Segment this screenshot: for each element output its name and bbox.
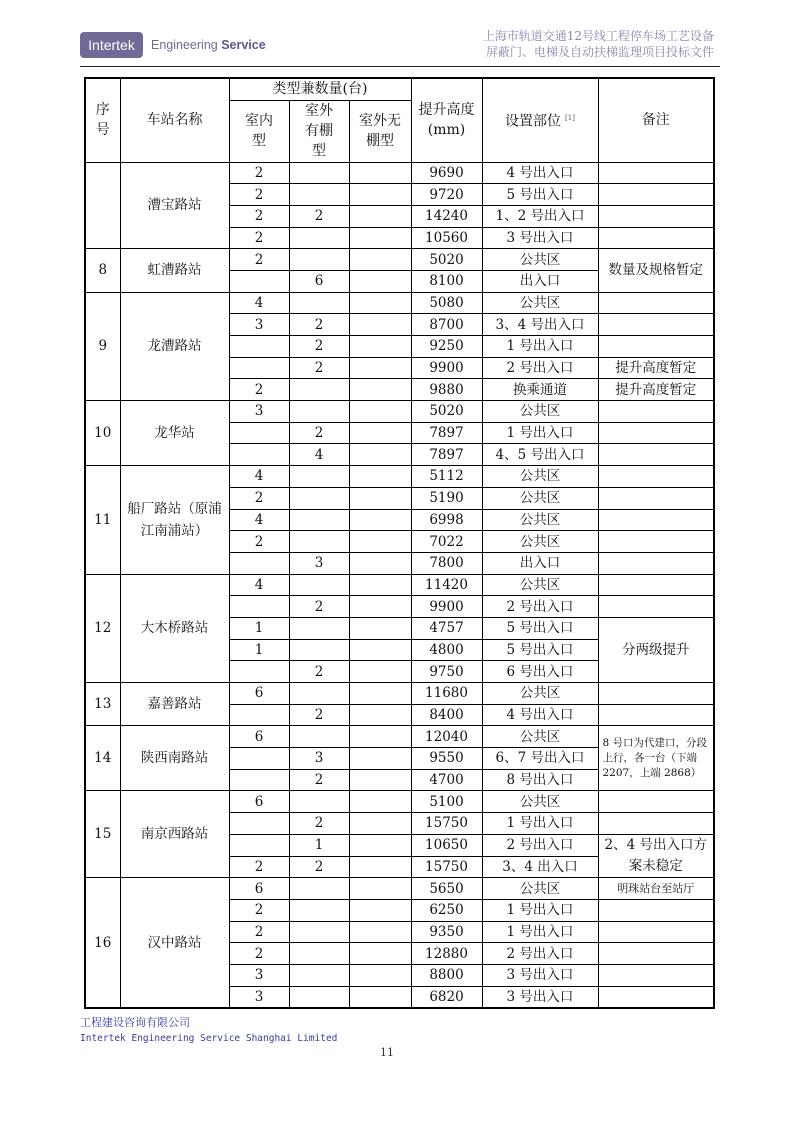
cell-location: 公共区 <box>482 878 598 900</box>
cell-remark: 2、4 号出入口方案未稳定 <box>598 834 714 877</box>
cell-outdoor-shed: 1 <box>289 834 349 856</box>
cell-indoor: 1 <box>229 639 289 661</box>
cell-location: 公共区 <box>482 726 598 748</box>
page-number: 11 <box>380 1046 394 1059</box>
cell-outdoor-shed <box>289 162 349 184</box>
cell-indoor: 2 <box>229 921 289 943</box>
cell-indoor: 3 <box>229 401 289 423</box>
header-divider <box>80 66 720 67</box>
cell-outdoor-shed <box>289 466 349 488</box>
table-row <box>85 249 714 271</box>
cell-remark <box>598 921 714 943</box>
cell-location: 6、7 号出入口 <box>482 748 598 770</box>
cell-lift-height: 9900 <box>411 596 482 618</box>
cell-lift-height: 9900 <box>411 357 482 379</box>
cell-outdoor-noshed <box>349 379 411 401</box>
cell-outdoor-shed <box>289 487 349 509</box>
cell-outdoor-shed <box>289 227 349 249</box>
cell-location: 出入口 <box>482 270 598 292</box>
cell-seq: 16 <box>85 878 120 1009</box>
cell-indoor <box>229 552 289 574</box>
cell-outdoor-noshed <box>349 921 411 943</box>
cell-outdoor-shed <box>289 943 349 965</box>
cell-lift-height: 7022 <box>411 531 482 553</box>
cell-outdoor-noshed <box>349 856 411 878</box>
cell-outdoor-shed: 2 <box>289 357 349 379</box>
cell-seq <box>85 162 120 249</box>
cell-outdoor-noshed <box>349 205 411 227</box>
cell-outdoor-noshed <box>349 336 411 358</box>
cell-location: 2 号出入口 <box>482 596 598 618</box>
table-row <box>85 162 714 184</box>
cell-location: 8 号出入口 <box>482 769 598 791</box>
table-row <box>85 683 714 705</box>
cell-outdoor-noshed <box>349 964 411 986</box>
cell-location: 5 号出入口 <box>482 184 598 206</box>
cell-station: 漕宝路站 <box>120 162 229 249</box>
header-outdoor-noshed: 室外无棚型 <box>349 100 411 162</box>
cell-lift-height: 4700 <box>411 769 482 791</box>
cell-outdoor-shed <box>289 986 349 1008</box>
cell-outdoor-shed <box>289 964 349 986</box>
cell-remark <box>598 596 714 618</box>
cell-outdoor-noshed <box>349 726 411 748</box>
cell-outdoor-shed <box>289 921 349 943</box>
cell-outdoor-shed <box>289 401 349 423</box>
cell-remark: 明珠站台至站厅 <box>598 878 714 900</box>
cell-lift-height: 5080 <box>411 292 482 314</box>
cell-lift-height: 12040 <box>411 726 482 748</box>
cell-location: 3 号出入口 <box>482 964 598 986</box>
cell-outdoor-shed: 2 <box>289 704 349 726</box>
cell-outdoor-noshed <box>349 834 411 856</box>
cell-remark <box>598 314 714 336</box>
cell-location: 5 号出入口 <box>482 617 598 639</box>
cell-location: 2 号出入口 <box>482 834 598 856</box>
cell-outdoor-shed: 2 <box>289 422 349 444</box>
cell-outdoor-shed <box>289 726 349 748</box>
footer-company-cn: 工程建设咨询有限公司 <box>80 1016 190 1029</box>
cell-indoor: 2 <box>229 379 289 401</box>
cell-lift-height: 5190 <box>411 487 482 509</box>
cell-outdoor-shed <box>289 379 349 401</box>
cell-remark <box>598 704 714 726</box>
cell-indoor: 3 <box>229 964 289 986</box>
cell-lift-height: 9750 <box>411 661 482 683</box>
page-header <box>80 30 720 64</box>
cell-location: 4、5 号出入口 <box>482 444 598 466</box>
cell-location: 1 号出入口 <box>482 813 598 835</box>
cell-indoor <box>229 661 289 683</box>
cell-indoor: 6 <box>229 791 289 813</box>
cell-remark <box>598 422 714 444</box>
cell-outdoor-shed: 2 <box>289 596 349 618</box>
cell-seq: 10 <box>85 401 120 466</box>
cell-indoor: 4 <box>229 574 289 596</box>
cell-lift-height: 7800 <box>411 552 482 574</box>
cell-outdoor-noshed <box>349 162 411 184</box>
cell-lift-height: 11680 <box>411 683 482 705</box>
cell-indoor: 4 <box>229 292 289 314</box>
cell-lift-height: 9690 <box>411 162 482 184</box>
cell-lift-height: 8100 <box>411 270 482 292</box>
cell-location: 公共区 <box>482 791 598 813</box>
escalator-table <box>84 77 715 1009</box>
cell-seq: 11 <box>85 466 120 574</box>
cell-indoor <box>229 336 289 358</box>
cell-lift-height: 8700 <box>411 314 482 336</box>
cell-outdoor-noshed <box>349 986 411 1008</box>
cell-outdoor-shed: 4 <box>289 444 349 466</box>
cell-indoor: 2 <box>229 899 289 921</box>
cell-station: 大木桥路站 <box>120 574 229 682</box>
cell-location: 公共区 <box>482 574 598 596</box>
cell-remark: 提升高度暂定 <box>598 357 714 379</box>
cell-indoor: 4 <box>229 466 289 488</box>
cell-indoor <box>229 813 289 835</box>
cell-location: 公共区 <box>482 487 598 509</box>
cell-indoor: 3 <box>229 314 289 336</box>
cell-location: 3 号出入口 <box>482 986 598 1008</box>
cell-outdoor-shed: 2 <box>289 856 349 878</box>
cell-lift-height: 8800 <box>411 964 482 986</box>
cell-outdoor-noshed <box>349 813 411 835</box>
cell-indoor <box>229 596 289 618</box>
cell-outdoor-shed <box>289 899 349 921</box>
cell-outdoor-noshed <box>349 704 411 726</box>
cell-indoor: 2 <box>229 162 289 184</box>
cell-lift-height: 5020 <box>411 249 482 271</box>
cell-lift-height: 4800 <box>411 639 482 661</box>
cell-remark <box>598 227 714 249</box>
cell-location: 公共区 <box>482 509 598 531</box>
table-body <box>85 162 714 1008</box>
cell-outdoor-shed: 2 <box>289 314 349 336</box>
cell-lift-height: 10560 <box>411 227 482 249</box>
cell-station: 船厂路站（原浦江南浦站） <box>120 466 229 574</box>
cell-location: 1 号出入口 <box>482 336 598 358</box>
cell-location: 出入口 <box>482 552 598 574</box>
cell-outdoor-noshed <box>349 943 411 965</box>
cell-remark <box>598 487 714 509</box>
cell-station: 南京西路站 <box>120 791 229 878</box>
cell-outdoor-noshed <box>349 487 411 509</box>
cell-lift-height: 9720 <box>411 184 482 206</box>
cell-location: 6 号出入口 <box>482 661 598 683</box>
cell-outdoor-noshed <box>349 552 411 574</box>
cell-seq: 15 <box>85 791 120 878</box>
logo-tagline-engineering: Engineering <box>151 38 218 52</box>
cell-lift-height: 5112 <box>411 466 482 488</box>
cell-outdoor-noshed <box>349 596 411 618</box>
cell-remark <box>598 813 714 835</box>
cell-indoor <box>229 704 289 726</box>
cell-remark: 分两级提升 <box>598 617 714 682</box>
cell-location: 公共区 <box>482 401 598 423</box>
cell-remark: 数量及规格暂定 <box>598 249 714 292</box>
cell-outdoor-noshed <box>349 270 411 292</box>
cell-outdoor-noshed <box>349 683 411 705</box>
cell-indoor: 1 <box>229 617 289 639</box>
cell-outdoor-noshed <box>349 509 411 531</box>
cell-lift-height: 9550 <box>411 748 482 770</box>
cell-seq: 12 <box>85 574 120 682</box>
document-title-line-2: 屏蔽门、电梯及自动扶梯监理项目投标文件 <box>485 45 714 59</box>
cell-location: 1 号出入口 <box>482 921 598 943</box>
cell-lift-height: 15750 <box>411 856 482 878</box>
cell-indoor: 2 <box>229 184 289 206</box>
cell-outdoor-shed <box>289 249 349 271</box>
cell-outdoor-shed <box>289 878 349 900</box>
cell-lift-height: 12880 <box>411 943 482 965</box>
cell-station: 虹漕路站 <box>120 249 229 292</box>
cell-indoor: 2 <box>229 487 289 509</box>
header-location: 设置部位 [1] <box>482 78 598 162</box>
cell-location: 5 号出入口 <box>482 639 598 661</box>
cell-outdoor-noshed <box>349 617 411 639</box>
cell-outdoor-shed: 2 <box>289 661 349 683</box>
cell-indoor <box>229 834 289 856</box>
cell-lift-height: 6998 <box>411 509 482 531</box>
header-station: 车站名称 <box>120 78 229 162</box>
cell-location: 公共区 <box>482 249 598 271</box>
cell-outdoor-shed <box>289 531 349 553</box>
cell-outdoor-shed: 2 <box>289 205 349 227</box>
cell-remark <box>598 791 714 813</box>
cell-location: 2 号出入口 <box>482 357 598 379</box>
cell-outdoor-noshed <box>349 639 411 661</box>
logo-tagline <box>151 38 266 52</box>
cell-indoor <box>229 769 289 791</box>
table-row <box>85 292 714 314</box>
cell-location: 4 号出入口 <box>482 162 598 184</box>
table-row <box>85 466 714 488</box>
table-row <box>85 574 714 596</box>
header-type-quantity: 类型兼数量(台) <box>229 78 411 100</box>
cell-outdoor-noshed <box>349 292 411 314</box>
cell-lift-height: 7897 <box>411 422 482 444</box>
cell-remark <box>598 292 714 314</box>
cell-remark <box>598 444 714 466</box>
cell-outdoor-noshed <box>349 878 411 900</box>
cell-station: 陕西南路站 <box>120 726 229 791</box>
cell-indoor <box>229 444 289 466</box>
header-lift-height: 提升高度(mm) <box>411 78 482 162</box>
cell-station: 龙华站 <box>120 401 229 466</box>
table-row <box>85 791 714 813</box>
cell-outdoor-noshed <box>349 748 411 770</box>
table-header <box>85 78 714 162</box>
cell-lift-height: 9250 <box>411 336 482 358</box>
cell-outdoor-noshed <box>349 661 411 683</box>
intertek-logo: Intertek <box>80 32 143 58</box>
cell-location: 公共区 <box>482 683 598 705</box>
cell-outdoor-shed: 2 <box>289 813 349 835</box>
cell-outdoor-shed: 6 <box>289 270 349 292</box>
cell-location: 2 号出入口 <box>482 943 598 965</box>
page-footer <box>80 1015 337 1047</box>
cell-outdoor-noshed <box>349 531 411 553</box>
table-row <box>85 726 714 748</box>
cell-outdoor-noshed <box>349 227 411 249</box>
cell-station: 龙漕路站 <box>120 292 229 400</box>
cell-indoor <box>229 357 289 379</box>
cell-location: 公共区 <box>482 292 598 314</box>
cell-outdoor-shed <box>289 292 349 314</box>
cell-lift-height: 8400 <box>411 704 482 726</box>
cell-location: 3、4 号出入口 <box>482 314 598 336</box>
cell-indoor: 2 <box>229 227 289 249</box>
cell-lift-height: 5650 <box>411 878 482 900</box>
header-remark: 备注 <box>598 78 714 162</box>
cell-outdoor-noshed <box>349 314 411 336</box>
cell-outdoor-noshed <box>349 791 411 813</box>
cell-outdoor-shed <box>289 639 349 661</box>
cell-remark <box>598 509 714 531</box>
cell-outdoor-noshed <box>349 422 411 444</box>
footnote-ref: [1] <box>565 114 575 123</box>
cell-location: 1、2 号出入口 <box>482 205 598 227</box>
cell-seq: 8 <box>85 249 120 292</box>
cell-outdoor-shed <box>289 683 349 705</box>
cell-seq: 9 <box>85 292 120 400</box>
logo-tagline-service: Service <box>221 38 266 52</box>
cell-outdoor-noshed <box>349 444 411 466</box>
footer-company-en: Intertek Engineering Service Shanghai Limited <box>80 1033 338 1044</box>
cell-indoor: 6 <box>229 726 289 748</box>
cell-outdoor-shed <box>289 791 349 813</box>
cell-indoor <box>229 270 289 292</box>
cell-remark <box>598 466 714 488</box>
cell-remark <box>598 401 714 423</box>
cell-lift-height: 7897 <box>411 444 482 466</box>
cell-indoor: 4 <box>229 509 289 531</box>
cell-remark <box>598 683 714 705</box>
cell-indoor: 2 <box>229 943 289 965</box>
cell-remark <box>598 552 714 574</box>
table-row <box>85 401 714 423</box>
cell-remark <box>598 574 714 596</box>
cell-indoor: 6 <box>229 683 289 705</box>
cell-lift-height: 6820 <box>411 986 482 1008</box>
cell-outdoor-noshed <box>349 249 411 271</box>
cell-indoor: 6 <box>229 878 289 900</box>
cell-indoor: 2 <box>229 205 289 227</box>
cell-outdoor-noshed <box>349 401 411 423</box>
cell-outdoor-shed <box>289 184 349 206</box>
cell-remark: 8 号口为代建口，分段上行，各一台（下端 2207，上端 2868） <box>598 726 714 791</box>
header-outdoor-shed: 室外有棚型 <box>289 100 349 162</box>
cell-lift-height: 9350 <box>411 921 482 943</box>
cell-location: 4 号出入口 <box>482 704 598 726</box>
cell-remark <box>598 986 714 1008</box>
cell-remark <box>598 205 714 227</box>
cell-remark <box>598 162 714 184</box>
document-title <box>483 28 714 60</box>
cell-outdoor-noshed <box>349 357 411 379</box>
cell-location: 3、4 出入口 <box>482 856 598 878</box>
cell-remark <box>598 531 714 553</box>
cell-outdoor-shed: 3 <box>289 552 349 574</box>
document-title-line-1: 上海市轨道交通12号线工程停车场工艺设备 <box>482 29 714 43</box>
cell-outdoor-shed: 3 <box>289 748 349 770</box>
cell-location: 公共区 <box>482 531 598 553</box>
cell-lift-height: 5020 <box>411 401 482 423</box>
cell-outdoor-noshed <box>349 899 411 921</box>
cell-remark <box>598 943 714 965</box>
cell-lift-height: 15750 <box>411 813 482 835</box>
cell-lift-height: 14240 <box>411 205 482 227</box>
cell-indoor: 2 <box>229 249 289 271</box>
cell-lift-height: 11420 <box>411 574 482 596</box>
cell-indoor: 3 <box>229 986 289 1008</box>
cell-station: 嘉善路站 <box>120 683 229 726</box>
header-indoor: 室内型 <box>229 100 289 162</box>
cell-remark <box>598 184 714 206</box>
cell-remark: 提升高度暂定 <box>598 379 714 401</box>
cell-station: 汉中路站 <box>120 878 229 1009</box>
header-seq: 序号 <box>85 78 120 162</box>
cell-outdoor-shed: 2 <box>289 336 349 358</box>
cell-outdoor-noshed <box>349 574 411 596</box>
cell-outdoor-shed: 2 <box>289 769 349 791</box>
cell-indoor: 2 <box>229 856 289 878</box>
cell-location: 公共区 <box>482 466 598 488</box>
cell-lift-height: 5100 <box>411 791 482 813</box>
cell-outdoor-shed <box>289 574 349 596</box>
cell-remark <box>598 964 714 986</box>
cell-outdoor-noshed <box>349 184 411 206</box>
cell-seq: 13 <box>85 683 120 726</box>
cell-location: 1 号出入口 <box>482 899 598 921</box>
cell-indoor <box>229 748 289 770</box>
cell-outdoor-noshed <box>349 769 411 791</box>
cell-outdoor-shed <box>289 617 349 639</box>
cell-seq: 14 <box>85 726 120 791</box>
cell-outdoor-noshed <box>349 466 411 488</box>
cell-indoor <box>229 422 289 444</box>
cell-lift-height: 10650 <box>411 834 482 856</box>
cell-location: 1 号出入口 <box>482 422 598 444</box>
cell-indoor: 2 <box>229 531 289 553</box>
cell-lift-height: 4757 <box>411 617 482 639</box>
cell-lift-height: 6250 <box>411 899 482 921</box>
cell-outdoor-shed <box>289 509 349 531</box>
cell-location: 3 号出入口 <box>482 227 598 249</box>
cell-remark <box>598 899 714 921</box>
cell-location: 换乘通道 <box>482 379 598 401</box>
cell-remark <box>598 336 714 358</box>
table-row <box>85 878 714 900</box>
cell-lift-height: 9880 <box>411 379 482 401</box>
